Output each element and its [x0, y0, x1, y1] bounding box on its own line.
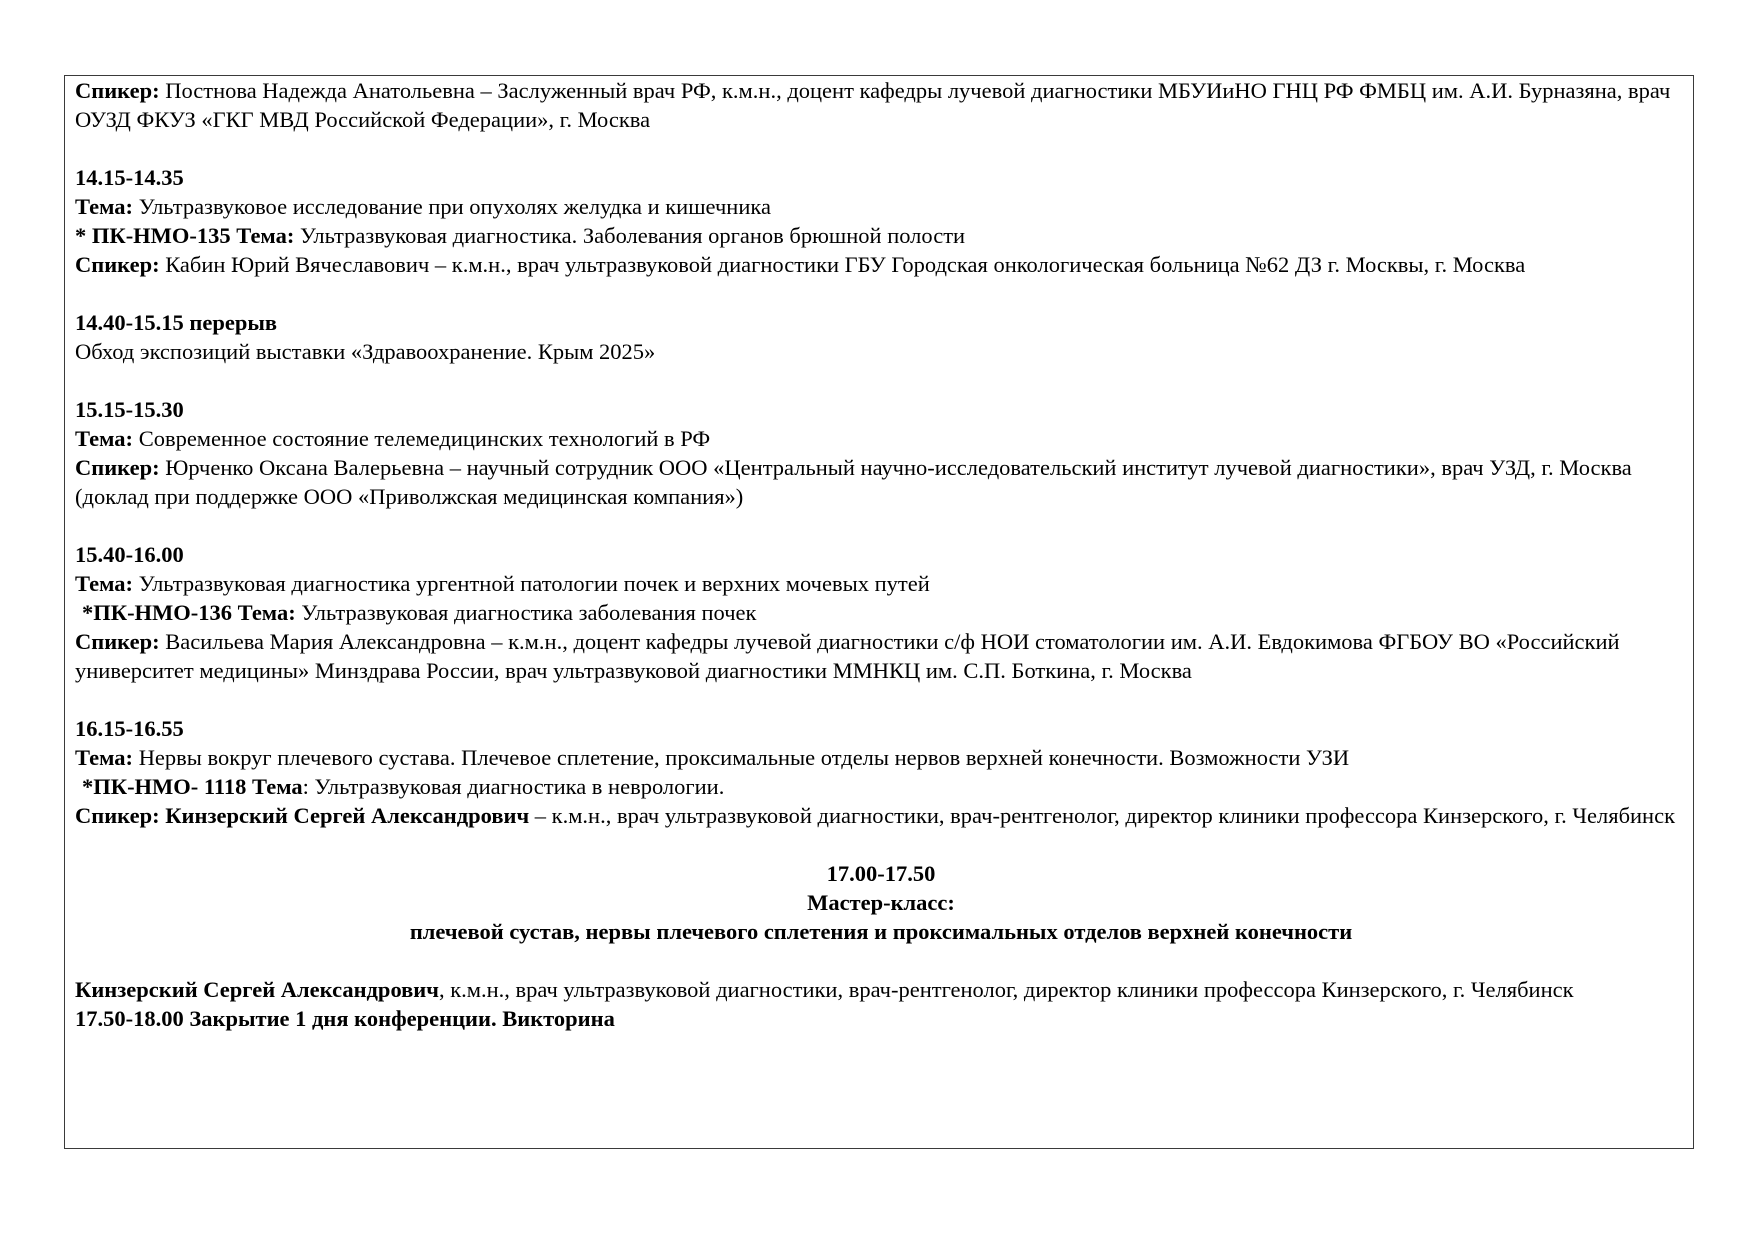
topic-text: Ультразвуковая диагностика ургентной патологии почек и верхних мочевых путей: [133, 571, 930, 596]
nmo-label: *ПК-НМО- 1118 Тема: [82, 774, 303, 799]
masterclass-title: Мастер-класс:: [807, 890, 955, 915]
break-text: Обход экспозиций выставки «Здравоохранение. Крым 2025»: [75, 339, 656, 364]
speaker-line: [75, 627, 1687, 685]
masterclass-subtitle: плечевой сустав, нервы плечевого сплетения и проксимальных отделов верхней конечности: [409, 919, 1353, 944]
speaker-text: Постнова Надежда Анатольевна – Заслуженный врач РФ, к.м.н., доцент кафедры лучевой диагностики МБУИиНО ГНЦ РФ ФМБЦ им. А.И. Бурназяна, врач ОУЗД ФКУЗ «ГКГ МВД Российской Федерации», г. Москва: [75, 78, 1671, 132]
speaker-line: [75, 453, 1687, 511]
speaker-name: Кинзерский Сергей Александрович: [75, 977, 439, 1002]
break-title: 14.40-15.15 перерыв: [75, 310, 278, 335]
speaker-line: [75, 250, 1687, 279]
nmo-label: * ПК-НМО-135 Тема:: [75, 223, 295, 248]
closing-line: 17.50-18.00 Закрытие 1 дня конференции. Викторина: [75, 1006, 615, 1031]
nmo-line: [75, 598, 1687, 627]
speaker-label: Спикер:: [75, 78, 160, 103]
speaker-label: Спикер: Кинзерский Сергей Александрович: [75, 803, 530, 828]
topic-text: Современное состояние телемедицинских технологий в РФ: [133, 426, 711, 451]
session-time: 14.15-14.35: [75, 165, 184, 190]
speaker-line: [75, 801, 1687, 830]
nmo-label: *ПК-НМО-136 Тема:: [82, 600, 296, 625]
topic-line: [75, 743, 1687, 772]
nmo-text: : Ультразвуковая диагностика в неврологии.: [302, 774, 725, 799]
masterclass-speaker: [75, 975, 1687, 1004]
topic-line: [75, 424, 1687, 453]
speaker-line: [75, 76, 1687, 134]
topic-text: Нервы вокруг плечевого сустава. Плечевое сплетение, проксимальные отделы нервов верхней конечности. Возможности УЗИ: [133, 745, 1350, 770]
nmo-text: Ультразвуковая диагностика заболевания почек: [295, 600, 757, 625]
topic-label: Тема:: [75, 426, 134, 451]
nmo-line: [75, 772, 1687, 801]
speaker-label: Спикер:: [75, 455, 160, 480]
session-time: 15.40-16.00: [75, 542, 184, 567]
topic-label: Тема:: [75, 194, 134, 219]
speaker-text: – к.м.н., врач ультразвуковой диагностики, врач-рентгенолог, директор клиники профессора Кинзерского, г. Челябинск: [529, 803, 1676, 828]
topic-label: Тема:: [75, 745, 134, 770]
speaker-text: Кабин Юрий Вячеславович – к.м.н., врач ультразвуковой диагностики ГБУ Городская онкологическая больница №62 ДЗ г. Москвы, г. Москва: [159, 252, 1526, 277]
masterclass-time: 17.00-17.50: [826, 861, 936, 886]
topic-line: [75, 192, 1687, 221]
topic-text: Ультразвуковое исследование при опухолях желудка и кишечника: [133, 194, 771, 219]
program-content: [75, 76, 1687, 1033]
speaker-text: Васильева Мария Александровна – к.м.н., доцент кафедры лучевой диагностики с/ф НОИ стоматологии им. А.И. Евдокимова ФГБОУ ВО «Российский университет медицины» Минздрава России, врач ультразвуковой диагностики ММНКЦ им. С.П. Боткина, г. Москва: [75, 629, 1620, 683]
speaker-label: Спикер:: [75, 252, 160, 277]
nmo-text: Ультразвуковая диагностика. Заболевания органов брюшной полости: [294, 223, 966, 248]
speaker-text: , к.м.н., врач ультразвуковой диагностики, врач-рентгенолог, директор клиники профессора Кинзерского, г. Челябинск: [438, 977, 1574, 1002]
session-time: 15.15-15.30: [75, 397, 184, 422]
session-time: 16.15-16.55: [75, 716, 184, 741]
nmo-line: [75, 221, 1687, 250]
topic-label: Тема:: [75, 571, 134, 596]
speaker-text: Юрченко Оксана Валерьевна – научный сотрудник ООО «Центральный научно-исследовательский институт лучевой диагностики», врач УЗД, г. Москва (доклад при поддержке ООО «Приволжская медицинская компания»): [75, 455, 1632, 509]
topic-line: [75, 569, 1687, 598]
speaker-label: Спикер:: [75, 629, 160, 654]
